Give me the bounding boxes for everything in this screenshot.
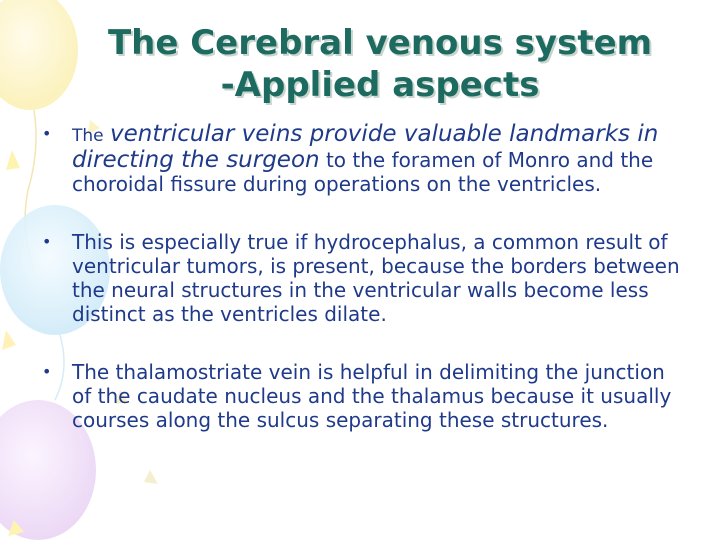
- bullet-dot: •: [42, 232, 52, 251]
- bullet-dot: •: [42, 362, 52, 381]
- bullet-list: [40, 122, 690, 466]
- bullet-prefix: The: [72, 126, 104, 146]
- bullet-dot: •: [42, 124, 52, 143]
- bullet-text: to the foramen of Monro and the choroidal fissure during operations on the ventricles.: [72, 148, 654, 196]
- bullet-item: [40, 122, 690, 196]
- slide-title: [40, 22, 720, 106]
- bullet-item: [40, 360, 690, 432]
- bullet-text: This is especially true if hydrocephalus, a common result of ventricular tumors, is present, because the borders between the neural structures in the ventricular walls become less distinct as the ventricles dilate.: [72, 230, 680, 326]
- title-line-1: The Cerebral venous system: [107, 23, 653, 63]
- bullet-text: The thalamostriate vein is helpful in delimiting the junction of the caudate nucleus and the thalamus because it usually courses along the sulcus separating these structures.: [72, 360, 672, 432]
- title-line-2: -Applied aspects: [220, 65, 540, 105]
- bullet-emphasis: ventricular veins provide valuable landmarks in directing the surgeon: [72, 121, 659, 173]
- bullet-item: [40, 230, 690, 326]
